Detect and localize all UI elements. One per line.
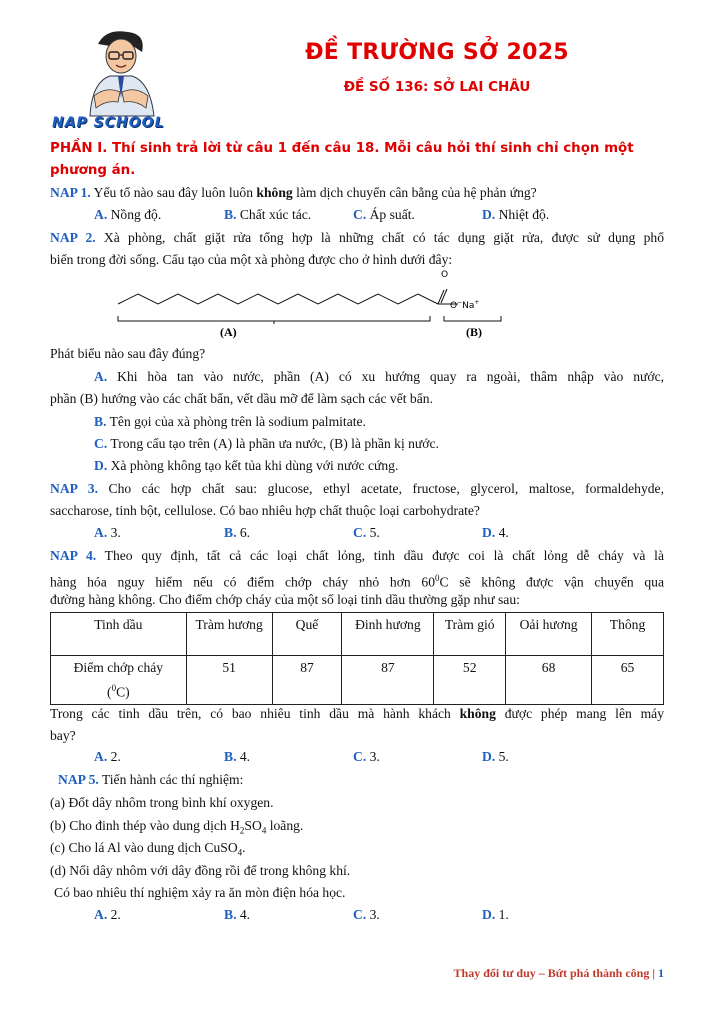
- option-b[interactable]: B. 4.: [224, 907, 251, 922]
- experiment-b: (b) Cho đinh thép vào dung dịch $H_2SO_4$ loãng.: [50, 818, 304, 836]
- option-a[interactable]: A. Nồng độ.: [94, 207, 162, 222]
- page-number: 1: [658, 966, 664, 980]
- table-header: Thông: [592, 613, 664, 656]
- question-stem: Trong các tinh dầu trên, có bao nhiêu tinh dầu mà hành khách không được phép mang lên máy: [50, 706, 664, 721]
- question-number: NAP 2.: [50, 230, 96, 245]
- table-cell: 52: [434, 656, 506, 705]
- option-b[interactable]: B. 6.: [224, 525, 251, 540]
- question-number: NAP 1.: [50, 185, 91, 200]
- option-d[interactable]: D. 4.: [482, 525, 509, 540]
- footer-slogan: Thay đổi tư duy – Bứt phá thành công: [453, 966, 650, 980]
- question-stem: Phát biểu nào sau đây đúng?: [50, 346, 206, 361]
- oxygen-label: O: [441, 270, 449, 280]
- flash-point-table: [50, 612, 664, 705]
- option-c[interactable]: C. Áp suất.: [353, 207, 415, 222]
- question-text: Cho các hợp chất sau: glucose, ethyl acetate, fructose, glycerol, maltose, formaldehyde,: [97, 481, 664, 496]
- experiment-c: (c) Cho lá Al vào dung dịch CuSO$_4$.: [50, 840, 246, 858]
- table-header: Tinh dầu: [51, 613, 187, 656]
- table-cell: 65: [592, 656, 664, 705]
- question-text: Theo quy định, tất cả các loại chất lỏng, tinh dầu được coi là chất lỏng dễ cháy và là: [96, 548, 664, 563]
- option-a[interactable]: A. Khi hòa tan vào nước, phần (A) có xu hướng quay ra ngoài, thâm nhập vào nước,: [94, 369, 664, 384]
- option-c[interactable]: C. 3.: [353, 749, 380, 764]
- option-b[interactable]: B. Chất xúc tác.: [224, 207, 312, 222]
- page-title: ĐỀ TRƯỜNG SỞ 2025: [305, 40, 569, 65]
- hydrocarbon-chain: [118, 294, 438, 304]
- question-number: NAP 4.: [50, 548, 97, 563]
- logo-text: NAP SCHOOL: [52, 115, 165, 131]
- question-text: làm dịch chuyển cân bằng của hệ phản ứng?: [292, 185, 537, 200]
- table-header: Tràm hương: [186, 613, 272, 656]
- bracket-b: [444, 316, 501, 321]
- option-b[interactable]: B. 4.: [224, 749, 251, 764]
- option-b[interactable]: B. Tên gọi của xà phòng trên là sodium palmitate.: [94, 414, 366, 429]
- option-a[interactable]: A. 2.: [94, 907, 121, 922]
- table-header: Quế: [272, 613, 342, 656]
- option-c[interactable]: C. Trong cấu tạo trên (A) là phần ưa nước, (B) là phần kị nước.: [94, 436, 439, 451]
- question-text: hàng hóa nguy hiểm nếu có điểm chớp cháy nhỏ hơn $60^0C$ sẽ không được vận chuyển qua: [50, 573, 664, 590]
- table-cell: 68: [506, 656, 592, 705]
- question-text: Yếu tố nào sau đây luôn luôn: [90, 185, 257, 200]
- option-c[interactable]: C. 3.: [353, 907, 380, 922]
- question-stem: bay?: [50, 728, 76, 743]
- question-3-options: [94, 522, 654, 544]
- emphasis: không: [459, 706, 496, 721]
- question-number: NAP 5.: [58, 772, 99, 787]
- experiment-d: (d) Nối dây nhôm với dây đồng rồi để trong không khí.: [50, 863, 351, 878]
- question-text: saccharose, tinh bột, cellulose. Có bao nhiêu hợp chất thuộc loại carbohydrate?: [50, 503, 480, 518]
- question-1-options: [94, 204, 654, 226]
- experiment-a: (a) Đốt dây nhôm trong bình khí oxygen.: [50, 795, 274, 810]
- option-a-continued: phần (B) hướng vào các chất bẩn, vết dầu mỡ để làm sạch các vết bẩn.: [50, 391, 433, 406]
- page-footer: Thay đổi tư duy – Bứt phá thành công | 1: [453, 966, 664, 980]
- option-a[interactable]: A. 2.: [94, 749, 121, 764]
- question-5-options: [94, 904, 654, 926]
- soap-structure-figure: [110, 268, 520, 346]
- question-4-options: [94, 746, 654, 768]
- table-row-label: Điểm chớp cháy ($^0$C): [51, 656, 187, 705]
- question-text: Xà phòng, chất giặt rửa tổng hợp là những chất có tác dụng giặt rửa, được sử dụng phổ: [95, 230, 664, 245]
- option-a[interactable]: A. 3.: [94, 525, 121, 540]
- table-cell: 87: [272, 656, 342, 705]
- question-5: [58, 769, 672, 791]
- question-2: [50, 227, 664, 249]
- question-number: NAP 3.: [50, 481, 98, 496]
- option-d[interactable]: D. Xà phòng không tạo kết tủa khi dùng với nước cứng.: [94, 458, 399, 473]
- question-1: [50, 182, 664, 204]
- label-b: (B): [466, 325, 482, 339]
- table-header: Oải hương: [506, 613, 592, 656]
- page-subtitle: ĐỀ SỐ 136: SỞ LAI CHÂU: [343, 79, 531, 95]
- table-row: [51, 656, 664, 705]
- option-d[interactable]: D. 5.: [482, 749, 509, 764]
- label-a: (A): [220, 325, 237, 339]
- option-d[interactable]: D. Nhiệt độ.: [482, 207, 550, 222]
- option-c[interactable]: C. 5.: [353, 525, 380, 540]
- question-3: [50, 478, 664, 500]
- emphasis: không: [256, 185, 293, 200]
- option-d[interactable]: D. 1.: [482, 907, 509, 922]
- question-text: đường hàng không. Cho điểm chớp cháy của một số loại tinh dầu thường gặp như sau:: [50, 592, 520, 607]
- table-cell: 51: [186, 656, 272, 705]
- table-header: Đinh hương: [342, 613, 434, 656]
- question-text: biến trong đời sống. Cấu tạo của một xà phòng được cho ở hình dưới đây:: [50, 252, 453, 267]
- question-4: [50, 545, 664, 567]
- bracket-a: [118, 316, 430, 321]
- question-text: Tiến hành các thí nghiệm:: [98, 772, 244, 787]
- table-cell: 87: [342, 656, 434, 705]
- table-header: Tràm gió: [434, 613, 506, 656]
- question-stem: Có bao nhiêu thí nghiệm xảy ra ăn mòn điện hóa học.: [54, 885, 346, 900]
- oxygen-anion-label: O−Na+: [450, 299, 480, 311]
- table-header-row: [51, 613, 664, 656]
- part-heading: PHẦN I. Thí sinh trả lời từ câu 1 đến câu 18. Mỗi câu hỏi thí sinh chỉ chọn một phương án.: [50, 141, 634, 178]
